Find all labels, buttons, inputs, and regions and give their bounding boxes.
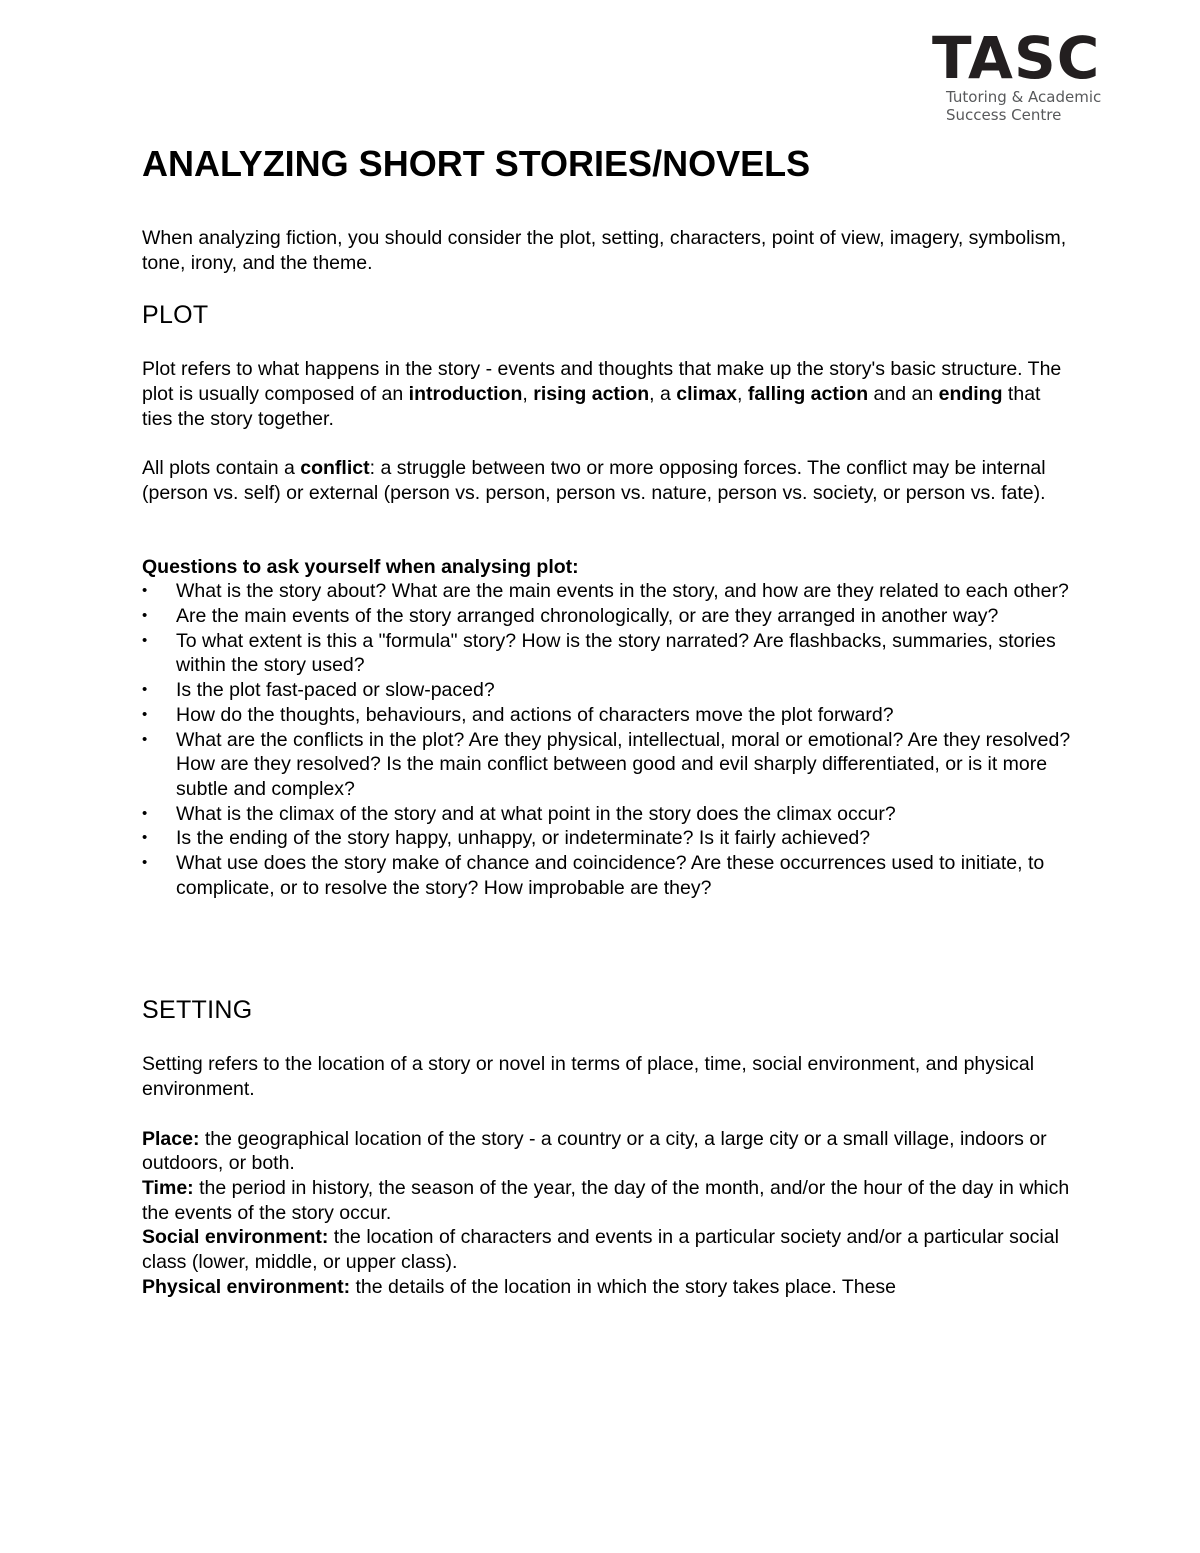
plot-paragraph-2 xyxy=(142,456,1072,505)
setting-definition xyxy=(142,1127,1072,1176)
plot-p2-text: All plots contain a xyxy=(142,457,301,480)
question-item xyxy=(142,703,1072,728)
tasc-logo xyxy=(932,24,1132,124)
term-introduction: introduction xyxy=(408,383,523,406)
logo-subtitle-line1: Tutoring & Academic xyxy=(946,88,1102,106)
bullet-icon: • xyxy=(142,804,148,822)
definition-label: Place: xyxy=(142,1127,200,1150)
setting-intro-paragraph: Setting refers to the location of a story or novel in terms of place, time, social environment, and physical environment. xyxy=(142,1053,1035,1101)
term-falling-action: falling action xyxy=(747,383,869,406)
question-text: What use does the story make of chance and coincidence? Are these occurrences used to initiate, to complicate, or to resolve the story? How improbable are they? xyxy=(176,852,1045,899)
document-body xyxy=(142,138,1072,1299)
bullet-icon: • xyxy=(142,681,148,699)
bullet-icon: • xyxy=(142,854,148,872)
question-item xyxy=(142,728,1072,802)
definition-text: the period in history, the season of the year, the day of the month, and/or the hour of the day in which the events of the story occur. xyxy=(142,1176,1070,1224)
definition-text: the geographical location of the story - a country or a city, a large city or a small village, indoors or outdoors, or both. xyxy=(142,1127,1047,1175)
question-text: What is the climax of the story and at what point in the story does the climax occur? xyxy=(176,802,896,825)
definition-text: the details of the location in which the story takes place. These xyxy=(350,1275,897,1298)
bullet-icon: • xyxy=(142,582,148,600)
question-text: To what extent is this a "formula" story? How is the story narrated? Are flashbacks, summaries, stories within the story used? xyxy=(176,629,1056,677)
term-rising-action: rising action xyxy=(533,383,650,406)
questions-heading: Questions to ask yourself when analysing plot: xyxy=(142,555,579,578)
intro-paragraph: When analyzing fiction, you should consider the plot, setting, characters, point of view, imagery, symbolism, tone, irony, and the theme. xyxy=(142,227,1067,274)
question-item xyxy=(142,629,1072,678)
bullet-icon: • xyxy=(142,730,148,748)
question-item xyxy=(142,604,1072,629)
definition-label: Social environment: xyxy=(142,1226,329,1249)
setting-definition xyxy=(142,1176,1072,1225)
question-item xyxy=(142,678,1072,703)
plot-questions-list xyxy=(142,579,1072,900)
term-conflict: conflict xyxy=(300,457,370,480)
definition-label: Physical environment: xyxy=(142,1275,351,1298)
term-climax: climax xyxy=(676,383,737,406)
question-text: What is the story about? What are the main events in the story, and how are they related to each other? xyxy=(176,580,1069,603)
plot-p1-text: , xyxy=(737,383,748,406)
setting-definitions xyxy=(142,1127,1072,1300)
question-item xyxy=(142,851,1072,900)
page-title: ANALYZING SHORT STORIES/NOVELS xyxy=(142,143,811,184)
setting-definition xyxy=(142,1225,1072,1274)
definition-label: Time: xyxy=(142,1176,194,1199)
plot-p1-text: , a xyxy=(649,383,677,406)
question-item xyxy=(142,826,1072,851)
bullet-icon: • xyxy=(142,631,148,649)
term-ending: ending xyxy=(938,383,1003,406)
question-text: What are the conflicts in the plot? Are they physical, intellectual, moral or emotional? Are they resolved? How are they resolved? Is the main conflict between good and evil sharply differentiated, or is it more subtle and complex? xyxy=(176,728,1071,800)
bullet-icon: • xyxy=(142,607,148,625)
plot-p1-text: Plot refers to what happens in the story - events and thoughts that make up the story's basic structure. The plot is usually composed of an xyxy=(142,358,1062,406)
question-text: Are the main events of the story arranged chronologically, or are they arranged in another way? xyxy=(176,605,999,628)
logo-subtitle-line2: Success Centre xyxy=(946,106,1062,124)
question-text: Is the ending of the story happy, unhappy, or indeterminate? Is it fairly achieved? xyxy=(176,827,871,850)
logo-wordmark: TASC xyxy=(932,24,1101,92)
section-heading-plot: PLOT xyxy=(142,301,209,330)
question-item xyxy=(142,579,1072,604)
question-item xyxy=(142,802,1072,827)
question-text: How do the thoughts, behaviours, and actions of characters move the plot forward? xyxy=(176,703,894,726)
setting-definition xyxy=(142,1275,1072,1300)
bullet-icon: • xyxy=(142,829,148,847)
plot-p1-text: and an xyxy=(868,383,939,406)
definition-text: the location of characters and events in a particular society and/or a particular social class (lower, middle, or upper class). xyxy=(142,1226,1059,1274)
question-text: Is the plot fast-paced or slow-paced? xyxy=(176,679,495,702)
plot-p1-text: , xyxy=(522,383,534,406)
plot-p1-text: that ties the story together. xyxy=(142,383,1041,430)
bullet-icon: • xyxy=(142,705,148,723)
spacer xyxy=(142,900,1072,994)
plot-paragraph-1 xyxy=(142,357,1072,431)
section-heading-setting: SETTING xyxy=(142,996,253,1025)
plot-p2-text: : a struggle between two or more opposing forces. The conflict may be internal (person vs. self) or external (person vs. person, person vs. nature, person vs. society, or person vs. fate). xyxy=(142,457,1046,504)
